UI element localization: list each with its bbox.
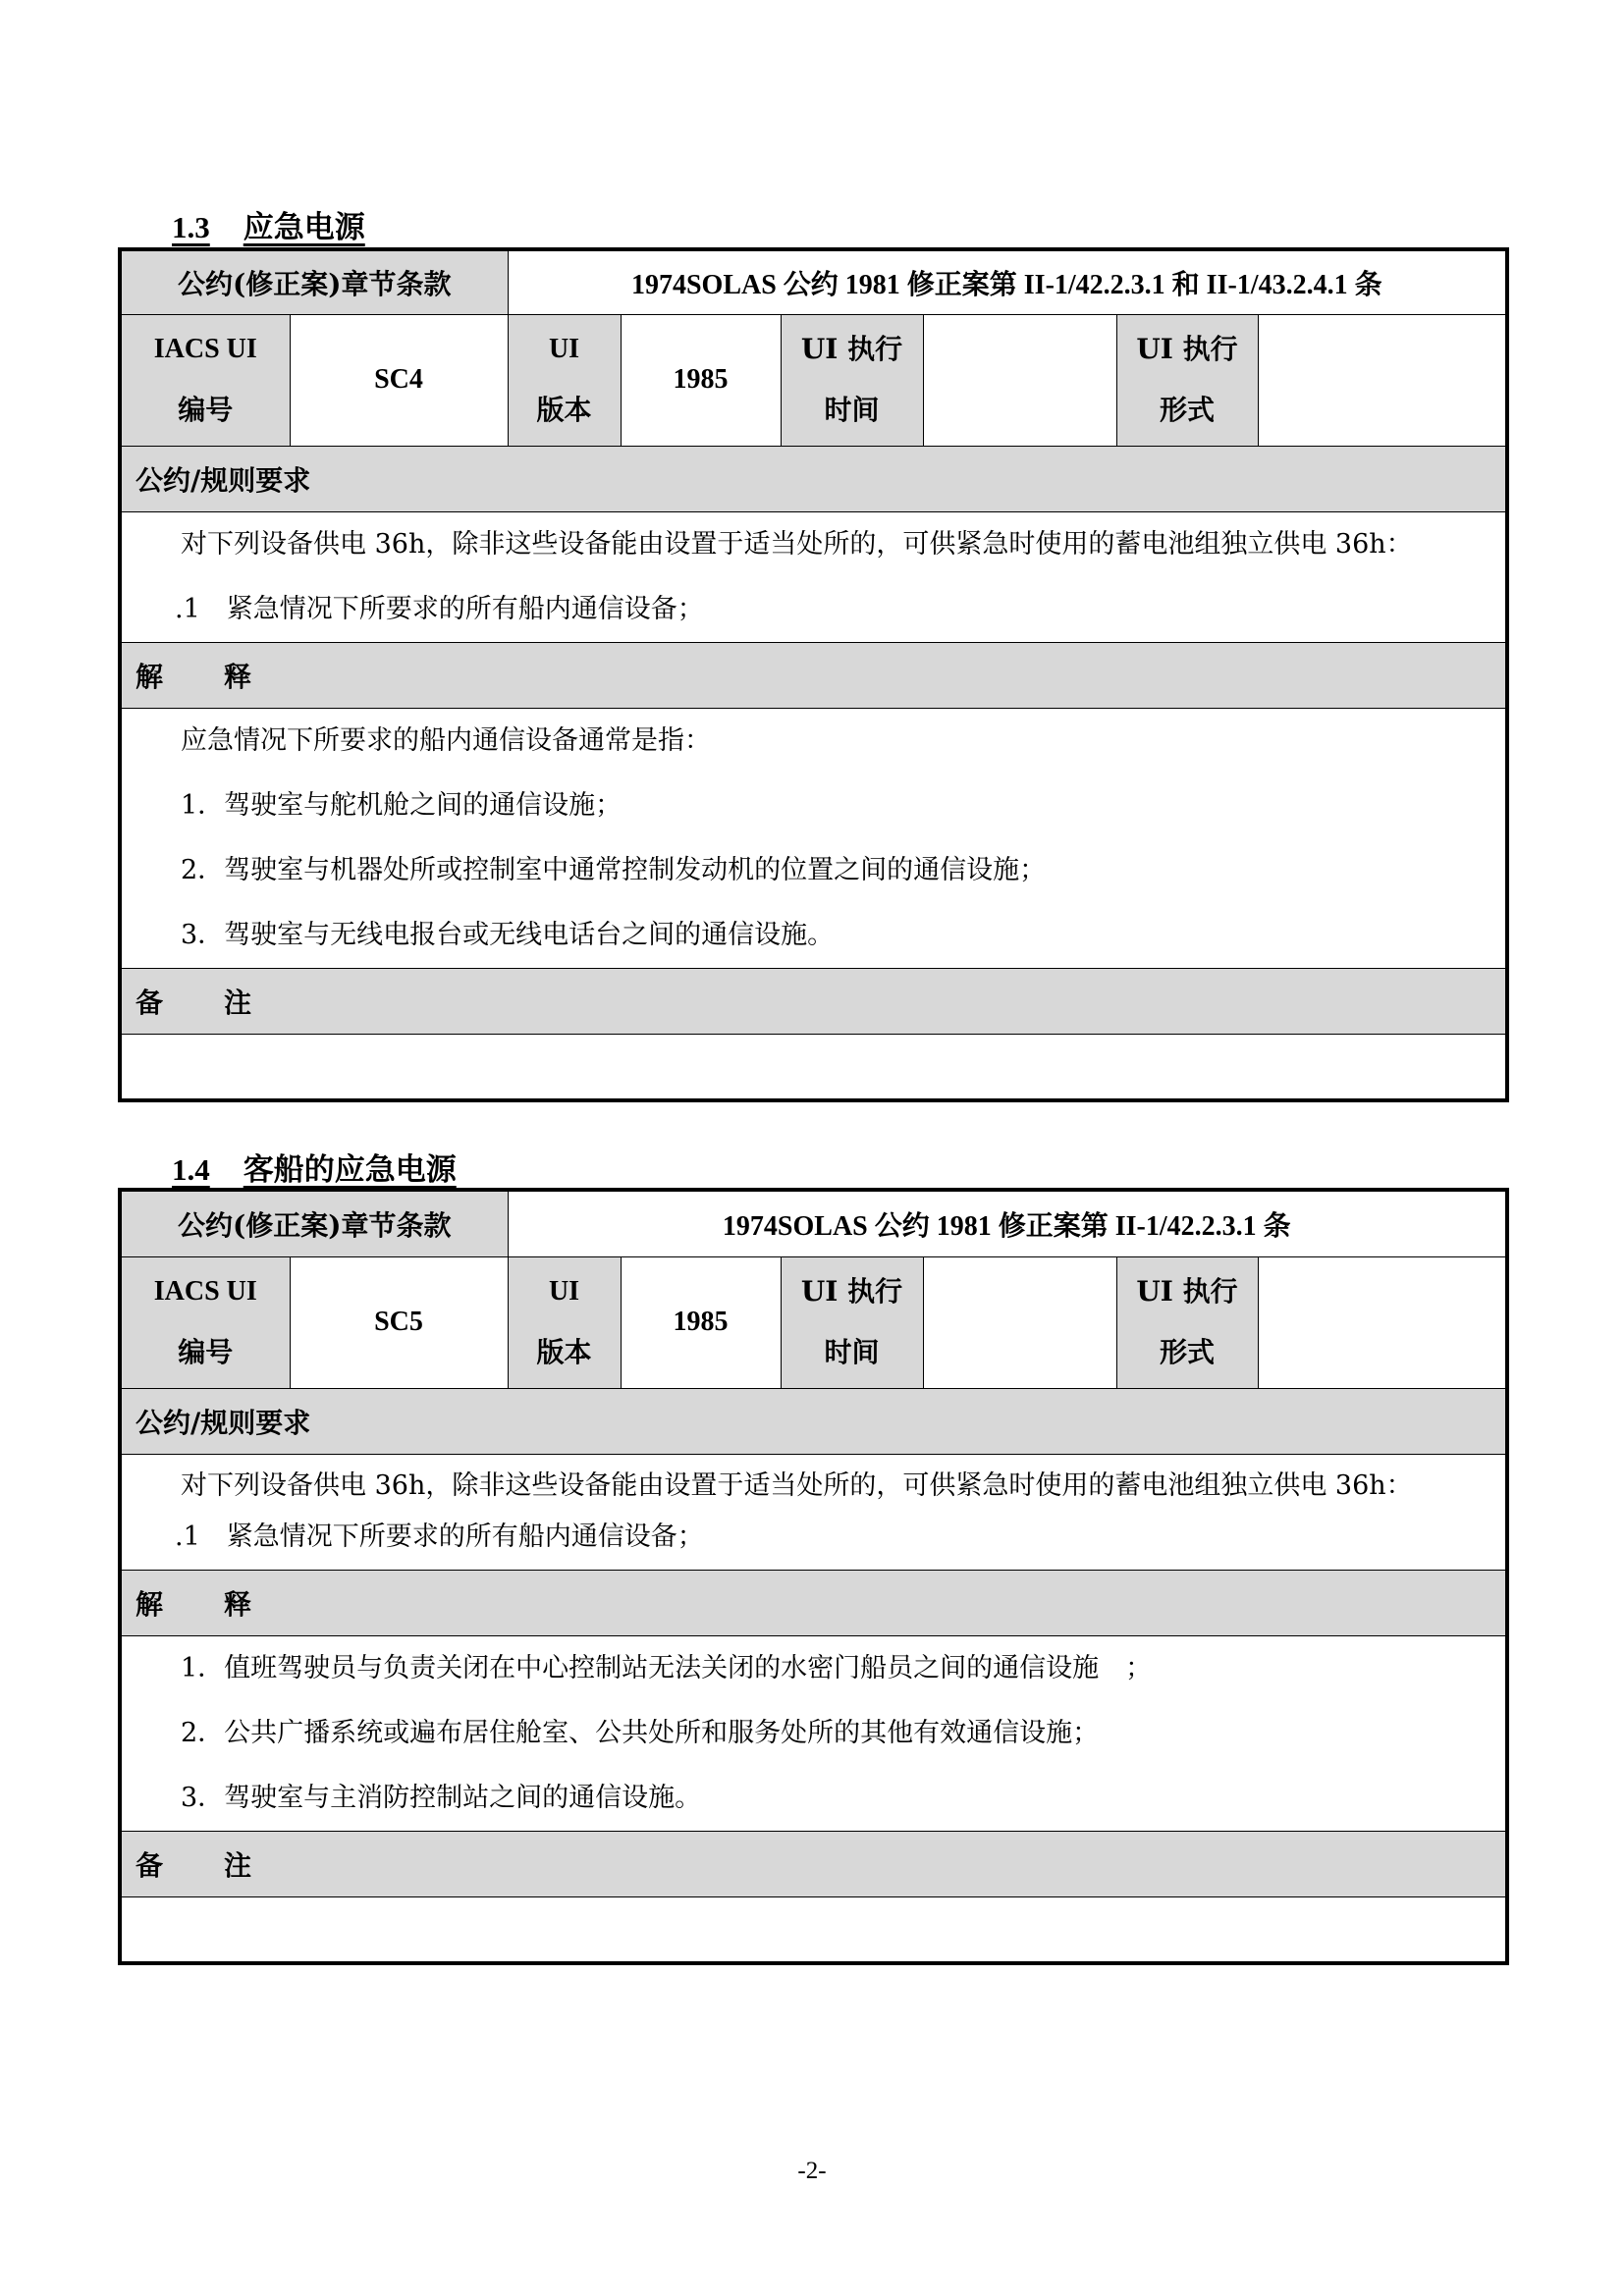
iacs-label: IACS UI 编号	[120, 314, 290, 446]
section-title	[172, 1145, 457, 1189]
exec-form-value	[1258, 1256, 1507, 1388]
convention-value: 1974SOLAS 公约 1981 修正案第 II-1/42.2.3.1 和 II-1/43.2.4.1 条	[508, 249, 1507, 314]
interpretation-line: 1．值班驾驶员与负责关闭在中心控制站无法关闭的水密门船员之间的通信设施 ；	[181, 1652, 1153, 1683]
requirement-heading: 公约/规则要求	[120, 446, 1507, 511]
iacs-label: IACS UI 编号	[120, 1256, 290, 1388]
requirement-body	[120, 511, 1507, 642]
remarks-value	[120, 1896, 1507, 1963]
iacs-value: SC4	[290, 314, 508, 446]
exec-form-label: UI 执行 形式	[1116, 1256, 1258, 1388]
page-number: -2-	[797, 2158, 827, 2184]
section-number: 1.4	[172, 1152, 210, 1187]
rule-table	[118, 1188, 1509, 1965]
requirement-heading: 公约/规则要求	[120, 1388, 1507, 1454]
rule-table	[118, 247, 1509, 1102]
requirement-body	[120, 1454, 1507, 1570]
interpretation-line: 2．驾驶室与机器处所或控制室中通常控制发动机的位置之间的通信设施；	[181, 854, 1047, 885]
version-label: UI 版本	[508, 1256, 621, 1388]
requirement-line: 对下列设备供电 36h，除非这些设备能由设置于适当处所的，可供紧急时使用的蓄电池组独立供电 36h：	[181, 528, 1413, 560]
exec-form-label: UI 执行 形式	[1116, 314, 1258, 446]
section-title-text: 客船的应急电源	[243, 1152, 457, 1188]
iacs-value: SC5	[290, 1256, 508, 1388]
remarks-heading: 备 注	[120, 1831, 1507, 1896]
convention-label: 公约(修正案)章节条款	[120, 249, 508, 314]
interpretation-line: 1．驾驶室与舵机舱之间的通信设施；	[181, 789, 623, 821]
interpretation-line: 2．公共广播系统或遍布居住舱室、公共处所和服务处所的其他有效通信设施；	[181, 1717, 1100, 1748]
section-number: 1.3	[172, 210, 210, 244]
section-title	[172, 202, 365, 246]
interpretation-heading: 解 释	[120, 1570, 1507, 1635]
exec-time-value	[923, 1256, 1116, 1388]
section-title-text: 应急电源	[243, 210, 365, 245]
version-value: 1985	[621, 314, 781, 446]
requirement-line: .1 紧急情况下所要求的所有船内通信设备；	[175, 593, 704, 624]
requirement-line: 对下列设备供电 36h，除非这些设备能由设置于适当处所的，可供紧急时使用的蓄电池组独立供电 36h：	[181, 1470, 1413, 1501]
convention-label: 公约(修正案)章节条款	[120, 1190, 508, 1256]
exec-time-label: UI 执行 时间	[781, 314, 923, 446]
remarks-value	[120, 1034, 1507, 1100]
interpretation-line: 应急情况下所要求的船内通信设备通常是指：	[181, 724, 711, 756]
exec-form-value	[1258, 314, 1507, 446]
exec-time-label: UI 执行 时间	[781, 1256, 923, 1388]
requirement-line: .1 紧急情况下所要求的所有船内通信设备；	[175, 1522, 704, 1552]
exec-time-value	[923, 314, 1116, 446]
interpretation-line: 3．驾驶室与无线电报台或无线电话台之间的通信设施。	[181, 919, 835, 950]
interpretation-line: 3．驾驶室与主消防控制站之间的通信设施。	[181, 1782, 702, 1813]
convention-value: 1974SOLAS 公约 1981 修正案第 II-1/42.2.3.1 条	[508, 1190, 1507, 1256]
interpretation-body	[120, 1635, 1507, 1831]
interpretation-heading: 解 释	[120, 642, 1507, 708]
interpretation-body	[120, 708, 1507, 968]
version-label: UI 版本	[508, 314, 621, 446]
version-value: 1985	[621, 1256, 781, 1388]
remarks-heading: 备 注	[120, 968, 1507, 1034]
